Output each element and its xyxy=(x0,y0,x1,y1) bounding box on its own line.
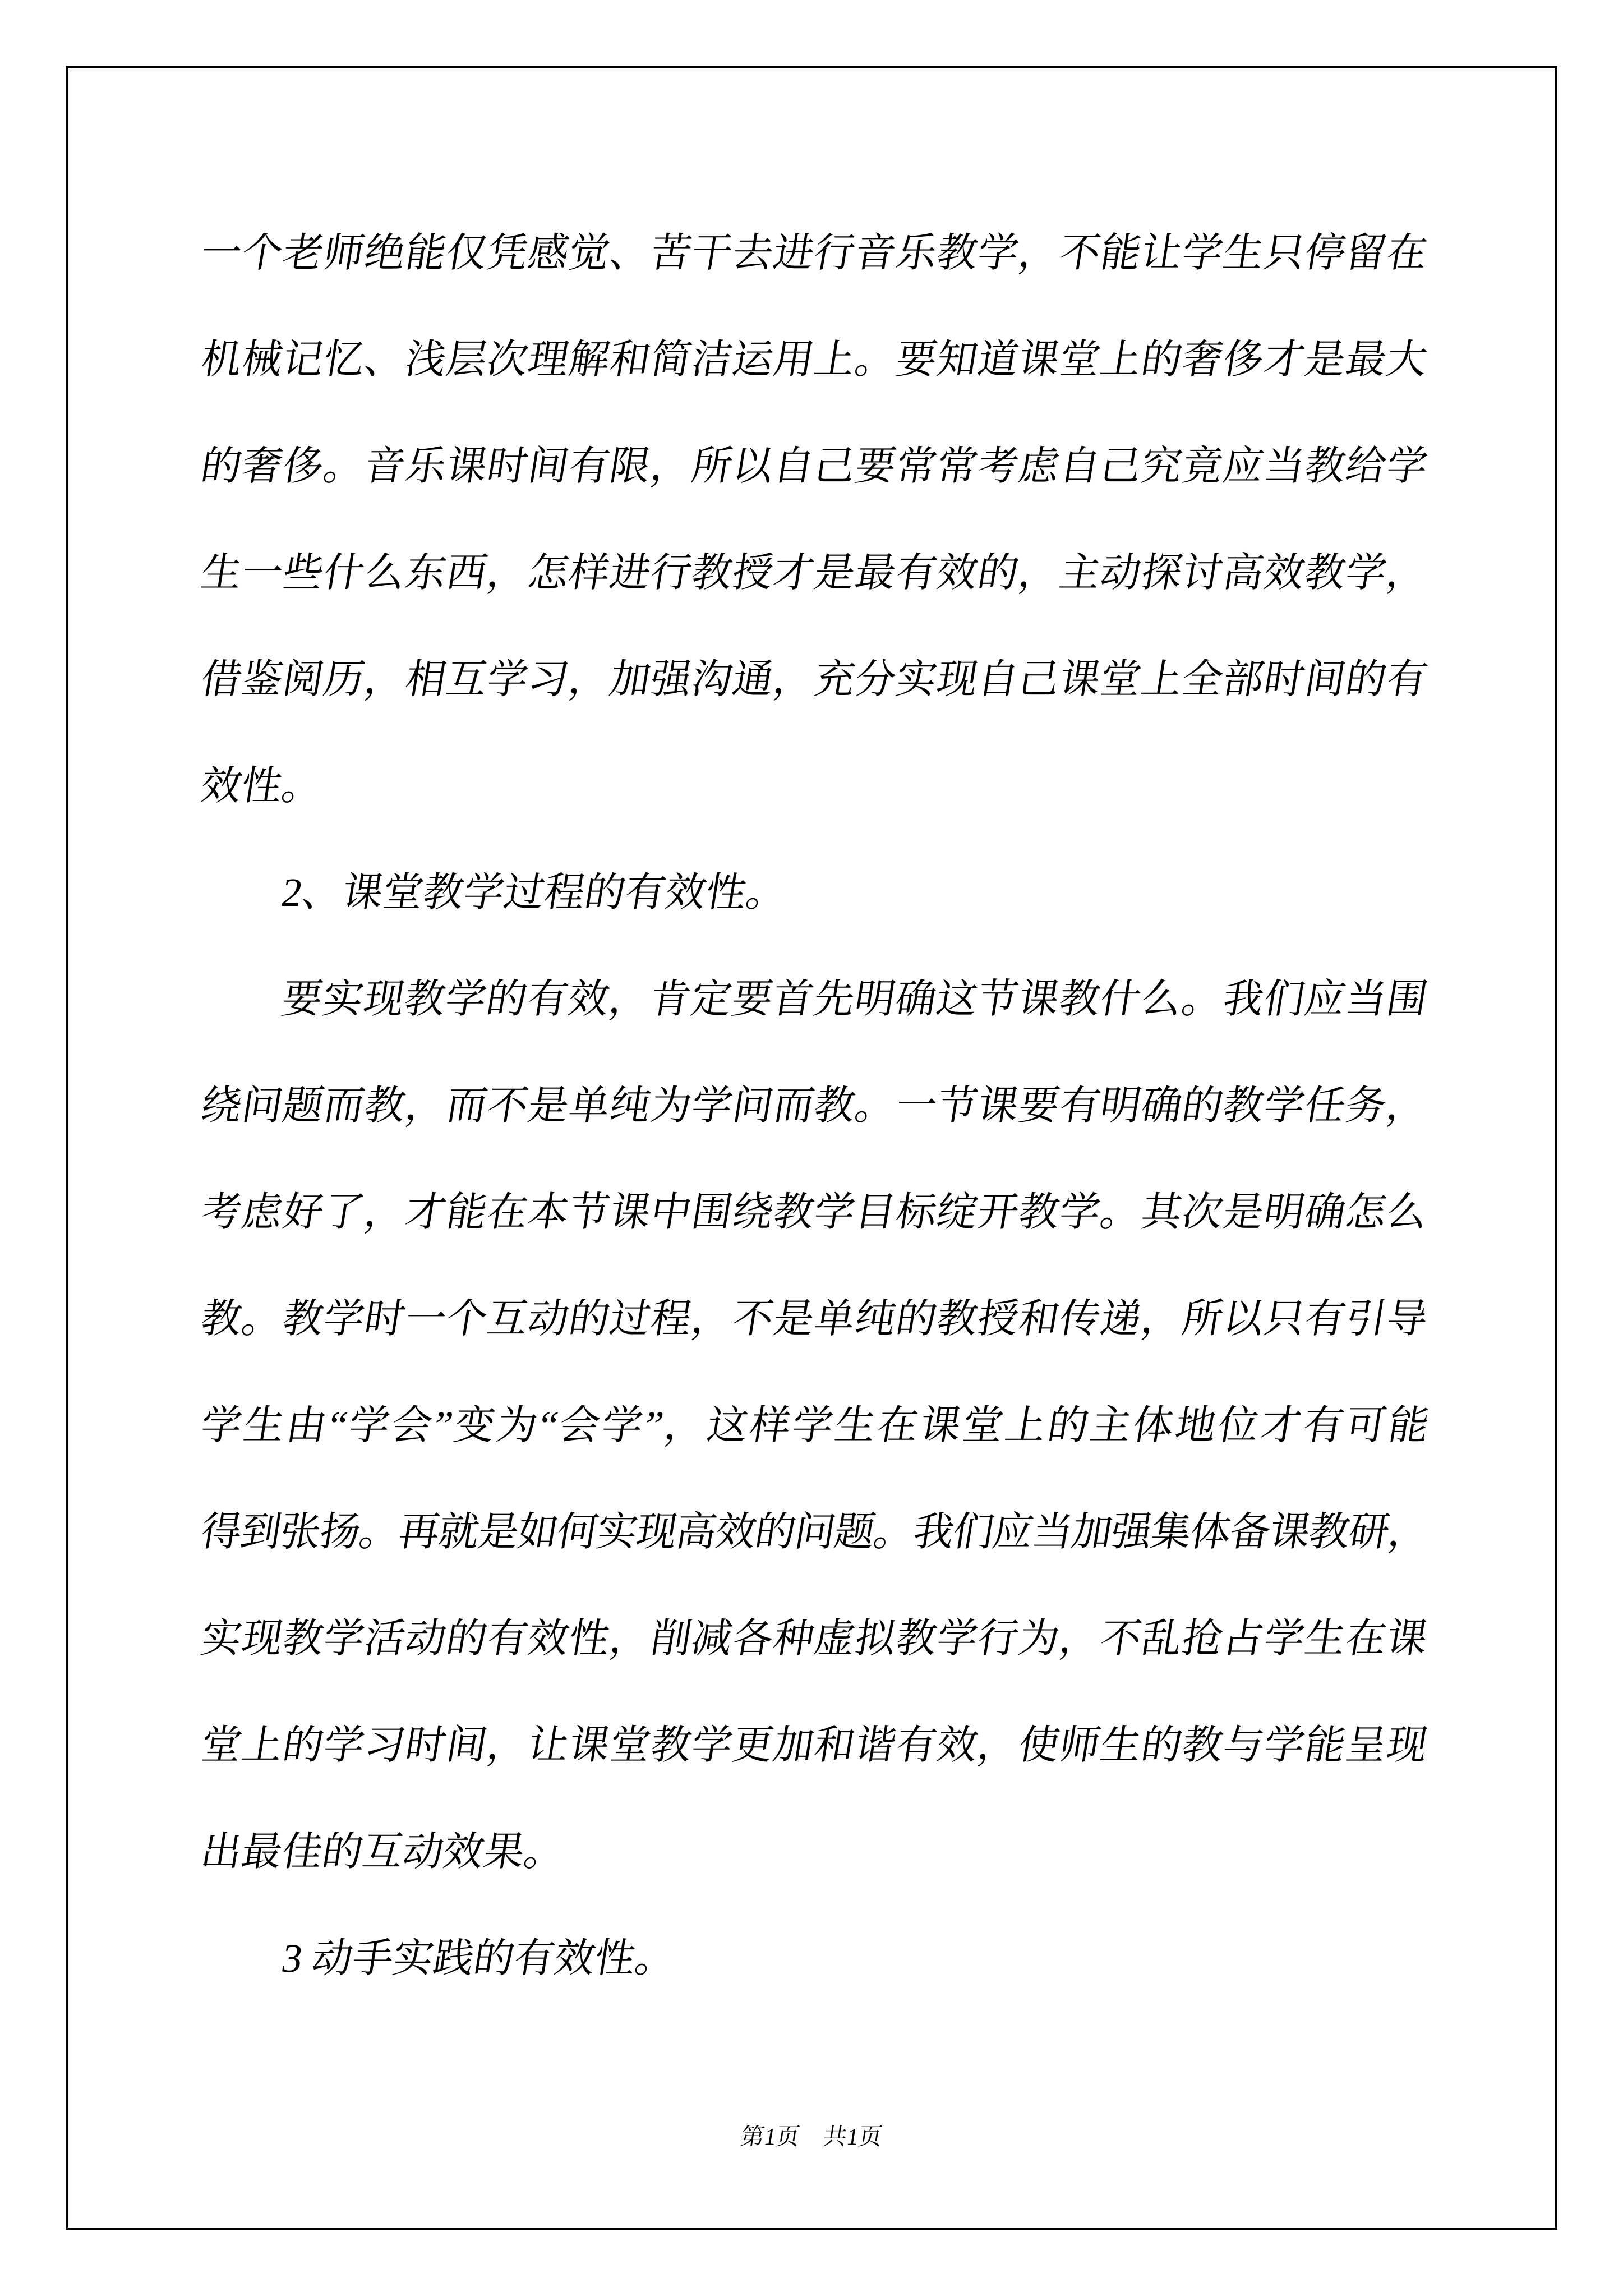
text-line: 借鉴阅历，相互学习，加强沟通，充分实现自己课堂上全部时间的有 xyxy=(197,657,1431,702)
document-body xyxy=(197,200,1431,2012)
text-line: 效性。 xyxy=(197,763,326,808)
text-line: 堂上的学习时间，让课堂教学更加和谐有效，使师生的教与学能呈现 xyxy=(197,1723,1431,1768)
text-line: 要实现教学的有效，肯定要首先明确这节课教什么。我们应当围 xyxy=(278,977,1431,1022)
text-line: 一个老师绝能仅凭感觉、苦干去进行音乐教学，不能让学生只停留在 xyxy=(197,231,1431,275)
page-number-text: 第1页 共1页 xyxy=(739,2124,884,2150)
text-line: 的奢侈。音乐课时间有限，所以自己要常常考虑自己究竟应当教给学 xyxy=(197,444,1431,489)
text-line: 出最佳的互动效果。 xyxy=(197,1829,569,1874)
text-line: 机械记忆、浅层次理解和简洁运用上。要知道课堂上的奢侈才是最大 xyxy=(197,337,1431,382)
text-line: 绕问题而教，而不是单纯为学问而教。一节课要有明确的教学任务， xyxy=(197,1083,1431,1128)
text-line: 得到张扬。再就是如何实现高效的问题。我们应当加强集体备课教研， xyxy=(197,1510,1431,1554)
text-line: 考虑好了，才能在本节课中围绕教学目标绽开教学。其次是明确怎么 xyxy=(197,1190,1431,1235)
text-line: 3 动手实践的有效性。 xyxy=(278,1936,680,1981)
text-line: 2、课堂教学过程的有效性。 xyxy=(278,870,791,915)
text-line: 实现教学活动的有效性，削减各种虚拟教学行为，不乱抢占学生在课 xyxy=(197,1616,1431,1661)
text-line: 教。教学时一个互动的过程，不是单纯的教授和传递，所以只有引导 xyxy=(197,1296,1431,1341)
page-footer xyxy=(0,2119,1623,2155)
text-line: 生一些什么东西，怎样进行教授才是最有效的，主动探讨高效教学， xyxy=(197,550,1431,595)
text-line: 学生由“学会”变为“会学”，这样学生在课堂上的主体地位才有可能 xyxy=(197,1403,1431,1448)
